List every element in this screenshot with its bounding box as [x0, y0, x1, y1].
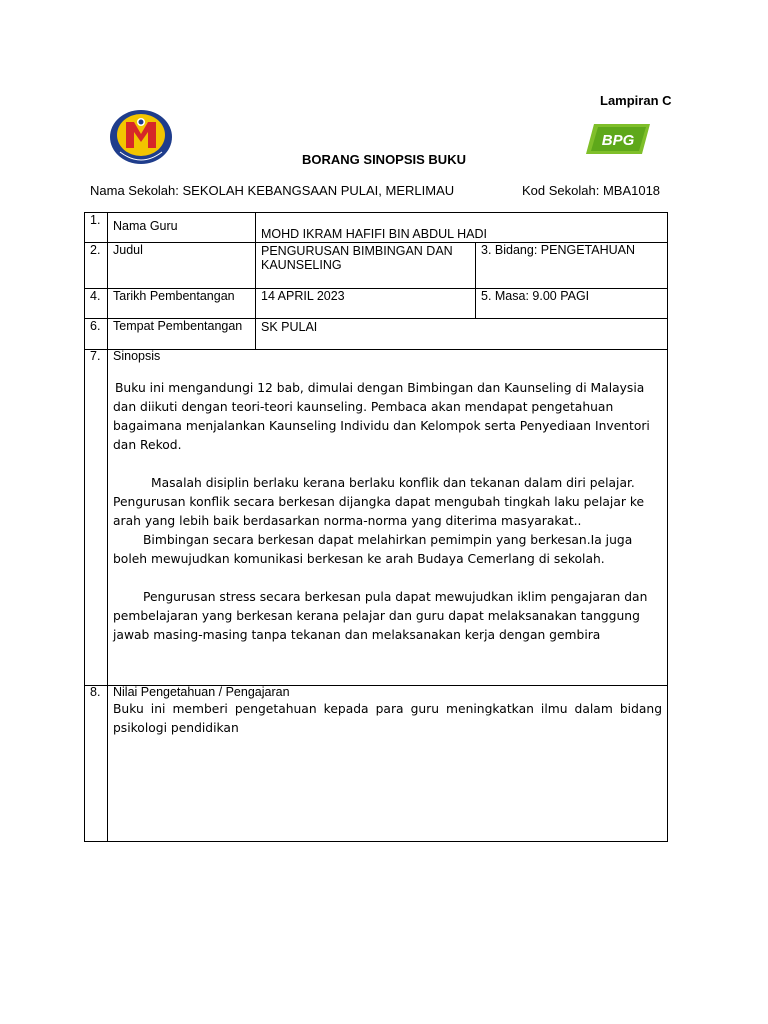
masa-value: 5. Masa: 9.00 PAGI [476, 289, 668, 319]
synopsis-form-table [84, 212, 668, 842]
row-number: 2. [85, 243, 108, 289]
row-label: Tarikh Pembentangan [108, 289, 256, 319]
table-row [85, 350, 668, 686]
row-label: Nama Guru [108, 213, 256, 243]
synopsis-label: Sinopsis [113, 349, 161, 363]
table-row [85, 289, 668, 319]
form-title: BORANG SINOPSIS BUKU [302, 152, 466, 167]
nilai-label: Nilai Pengetahuan / Pengajaran [113, 685, 290, 699]
synopsis-paragraph-3: Bimbingan secara berkesan dapat melahirkan pemimpin yang berkesan.Ia juga boleh mewujudkan komunikasi berkesan ke arah Budaya Cemerlang di sekolah. [113, 533, 633, 566]
table-row [85, 686, 668, 842]
synopsis-paragraph-2: Masalah disiplin berlaku kerana berlaku konflik dan tekanan dalam diri pelajar. Pengurusan konflik secara berkesan dijangka dapat mengubah tingkah laku pelajar ke arah yang lebih baik berdasarkan norma-norma yang diterima masyarakat.. [113, 476, 645, 528]
row-number: 8. [85, 686, 108, 842]
row-label: Tempat Pembentangan [108, 319, 256, 350]
presentation-date: 14 APRIL 2023 [256, 289, 476, 319]
lampiran-label: Lampiran C [600, 93, 672, 108]
school-name: Nama Sekolah: SEKOLAH KEBANGSAAN PULAI, MERLIMAU [90, 183, 455, 198]
row-number: 6. [85, 319, 108, 350]
school-code: Kod Sekolah: MBA1018 [522, 183, 661, 198]
row-label: Judul [108, 243, 256, 289]
bidang-value: 3. Bidang: PENGETAHUAN [476, 243, 668, 289]
presentation-place: SK PULAI [256, 319, 668, 350]
row-number: 7. [85, 350, 108, 686]
teacher-name: MOHD IKRAM HAFIFI BIN ABDUL HADI [256, 213, 668, 243]
synopsis-paragraph-1: Buku ini mengandungi 12 bab, dimulai dengan Bimbingan dan Kaunseling di Malaysia dan diikuti dengan teori-teori kaunseling. Pembaca akan mendapat pengetahuan bagaimana menjalankan Kaunseling Individu dan Kelompok serta Penyediaan Inventori dan Rekod. [113, 381, 650, 452]
book-title: PENGURUSAN BIMBINGAN DAN KAUNSELING [256, 243, 476, 289]
row-number: 4. [85, 289, 108, 319]
row-number: 1. [85, 213, 108, 243]
svg-text:BPG: BPG [601, 132, 635, 149]
table-row [85, 243, 668, 289]
nilai-text: Buku ini memberi pengetahuan kepada para guru meningkatkan ilmu dalam bidang psikologi pendidikan [113, 702, 663, 735]
synopsis-paragraph-4: Pengurusan stress secara berkesan pula dapat mewujudkan iklim pengajaran dan pembelajaran yang berkesan kerana pelajar dan guru dapat melaksanakan tanggung jawab masing-masing tanpa tekanan dan melaksanakan kerja dengan gembira [113, 590, 648, 642]
table-row [85, 213, 668, 243]
table-row [85, 319, 668, 350]
